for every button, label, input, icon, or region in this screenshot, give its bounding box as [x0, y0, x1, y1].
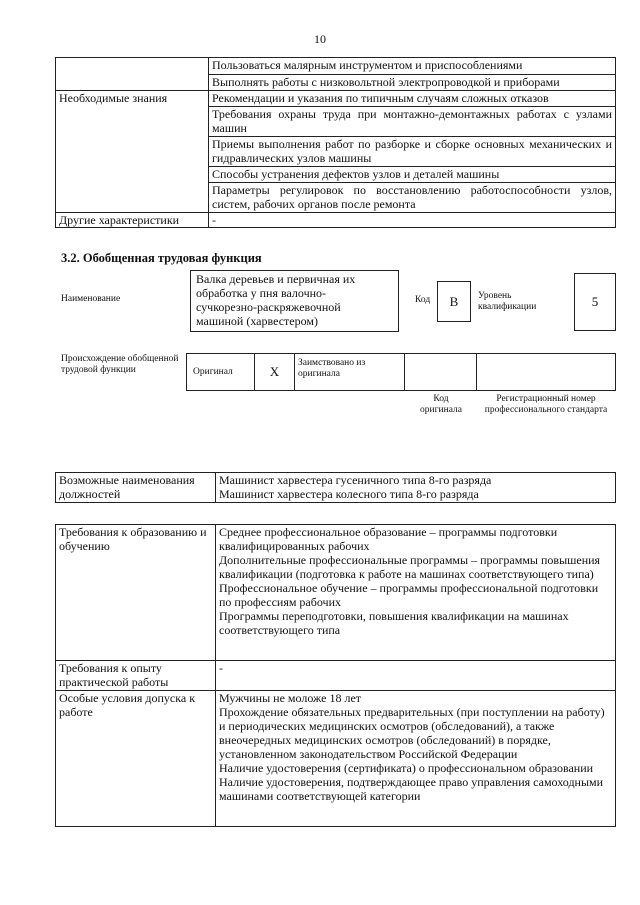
row-value: Рекомендации и указания по типичным случаям сложных отказов: [209, 91, 616, 107]
positions-label: Возможные наименования должностей: [56, 473, 216, 503]
level-value: 5: [591, 294, 599, 309]
table-row: [56, 167, 616, 183]
row-value: Параметры регулировок по восстановлению работоспособности узлов, систем, рабочих органов после ремонта: [209, 183, 616, 213]
code-box: [437, 281, 471, 322]
requirement-line: Прохождение обязательных предварительных (при поступлении на работу) и периодических медицинских осмотров (обследований), а также внеочередных медицинских осмотров (обследований) в порядке, установленном законодательством Российской Федерации: [219, 705, 605, 761]
origin-table: [186, 353, 616, 391]
row-label: Необходимые знания: [56, 91, 209, 107]
row-value: -: [209, 213, 616, 228]
requirements-table: [55, 524, 616, 827]
requirement-line: Наличие удостоверения, подтверждающее право управления самоходными машинами соответствующей категории: [219, 775, 604, 803]
code-original-cell: [405, 354, 477, 391]
table-row: [56, 91, 616, 107]
original-label: Оригинал: [187, 354, 255, 391]
code-label: Код: [415, 295, 431, 305]
row-value: Требования охраны труда при монтажно-демонтажных работах с узлами машин: [209, 107, 616, 137]
row-value: Пользоваться малярным инструментом и приспособлениями: [209, 58, 616, 75]
name-label: Наименование: [61, 294, 121, 304]
skills-knowledge-table: [55, 57, 616, 228]
reg-number-caption: Регистрационный номер профессионального стандарта: [484, 394, 608, 415]
table-row: [56, 137, 616, 167]
level-box: [574, 273, 616, 331]
requirement-label: Требования к образованию и обучению: [56, 525, 216, 661]
level-label: Уровень квалификации: [478, 291, 537, 312]
function-name-box: [190, 270, 399, 332]
borrowed-label: Заимствовано из оригинала: [295, 354, 405, 391]
row-label: [56, 58, 209, 75]
table-row: [56, 75, 616, 91]
table-row: [56, 691, 616, 827]
requirement-line: Наличие удостоверения (сертификата) о профессиональном образовании: [219, 761, 594, 775]
requirement-line: Профессиональное обучение – программы профессиональной подготовки по профессиям рабочих: [219, 581, 599, 609]
code-value: B: [449, 294, 459, 309]
table-row: [56, 183, 616, 213]
row-label: [56, 75, 209, 91]
table-row: [56, 107, 616, 137]
row-label: Другие характеристики: [56, 213, 209, 228]
requirement-line: Дополнительные профессиональные программы – программы повышения квалификации (подготовка к работе на машинах соответствующего типа): [219, 553, 601, 581]
row-value: Приемы выполнения работ по разборке и сборке основных механических и гидравлических узлов машины: [209, 137, 616, 167]
row-value: Способы устранения дефектов узлов и деталей машины: [209, 167, 616, 183]
requirement-line: Мужчины не моложе 18 лет: [219, 691, 362, 705]
position-item: Машинист харвестера гусеничного типа 8-го разряда: [219, 473, 492, 487]
requirement-line: Программы переподготовки, повышения квалификации на машинах соответствующего типа: [219, 609, 569, 637]
row-value: Выполнять работы с низковольтной электропроводкой и приборами: [209, 75, 616, 91]
requirement-label: Особые условия допуска к работе: [56, 691, 216, 827]
positions-table: [55, 472, 616, 503]
table-row: [56, 58, 616, 75]
page-number: 10: [314, 32, 326, 46]
requirement-line: Среднее профессиональное образование – программы подготовки квалифицированных рабочих: [219, 525, 558, 553]
origin-label: Происхождение обобщенной трудовой функции: [61, 354, 179, 375]
table-row: [56, 213, 616, 228]
requirement-label: Требования к опыту практической работы: [56, 661, 216, 691]
requirement-line: -: [216, 661, 616, 691]
original-mark: X: [255, 354, 295, 391]
function-name-value: Валка деревьев и первичная их обработка у пня валочно-сучкорезно-раскряжевочной машиной (харвестером): [196, 272, 356, 328]
table-row: [56, 525, 616, 661]
reg-number-cell: [477, 354, 616, 391]
table-row: [56, 661, 616, 691]
position-item: Машинист харвестера колесного типа 8-го разряда: [219, 487, 479, 501]
code-original-caption: Код оригинала: [420, 394, 462, 415]
section-title: 3.2. Обобщенная трудовая функция: [61, 251, 262, 265]
